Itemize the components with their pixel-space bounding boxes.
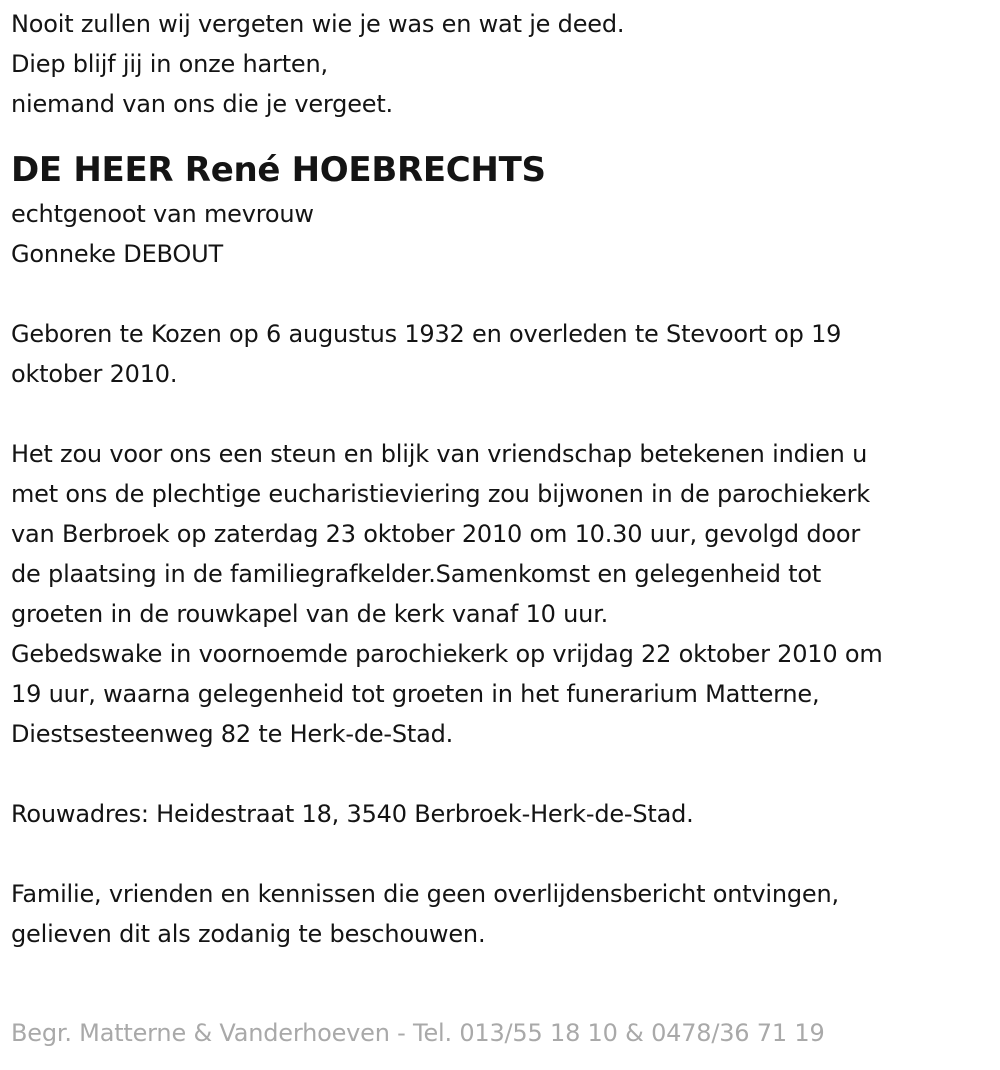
poem-line: Diep blijf jij in onze harten, bbox=[11, 50, 328, 78]
spouse-relation bbox=[11, 194, 996, 274]
paragraph-spacer bbox=[11, 394, 996, 434]
service-line: de plaatsing in de familiegrafkelder.Samenkomst en gelegenheid tot bbox=[11, 560, 822, 588]
notice-line: Familie, vrienden en kennissen die geen overlijdensbericht ontvingen, bbox=[11, 880, 839, 908]
paragraph-spacer bbox=[11, 274, 996, 314]
paragraph-spacer bbox=[11, 834, 996, 874]
obituary-notice bbox=[11, 4, 996, 954]
poem-line: niemand van ons die je vergeet. bbox=[11, 90, 393, 118]
mourning-address: Rouwadres: Heidestraat 18, 3540 Berbroek-Herk-de-Stad. bbox=[11, 800, 694, 828]
notice-line: gelieven dit als zodanig te beschouwen. bbox=[11, 920, 486, 948]
service-line: Diestsesteenweg 82 te Herk-de-Stad. bbox=[11, 720, 454, 748]
birth-death-paragraph bbox=[11, 314, 996, 394]
service-line: Het zou voor ons een steun en blijk van vriendschap betekenen indien u bbox=[11, 440, 868, 468]
memorial-poem bbox=[11, 4, 996, 124]
service-line: groeten in de rouwkapel van de kerk vanaf 10 uur. bbox=[11, 600, 609, 628]
paragraph-spacer bbox=[11, 754, 996, 794]
service-line: met ons de plechtige eucharistieviering zou bijwonen in de parochiekerk bbox=[11, 480, 870, 508]
birth-death-line: Geboren te Kozen op 6 augustus 1932 en overleden te Stevoort op 19 bbox=[11, 320, 842, 348]
funeral-director-footer: Begr. Matterne & Vanderhoeven - Tel. 013/55 18 10 & 0478/36 71 19 bbox=[11, 1019, 825, 1047]
deceased-name: DE HEER René HOEBRECHTS bbox=[11, 150, 546, 190]
service-line: 19 uur, waarna gelegenheid tot groeten in het funerarium Matterne, bbox=[11, 680, 820, 708]
notice-paragraph bbox=[11, 874, 996, 954]
poem-line: Nooit zullen wij vergeten wie je was en wat je deed. bbox=[11, 10, 625, 38]
relation-line: Gonneke DEBOUT bbox=[11, 240, 223, 268]
service-paragraph bbox=[11, 434, 996, 754]
birth-death-line: oktober 2010. bbox=[11, 360, 178, 388]
service-line: van Berbroek op zaterdag 23 oktober 2010 om 10.30 uur, gevolgd door bbox=[11, 520, 861, 548]
relation-line: echtgenoot van mevrouw bbox=[11, 200, 314, 228]
service-line: Gebedswake in voornoemde parochiekerk op vrijdag 22 oktober 2010 om bbox=[11, 640, 883, 668]
